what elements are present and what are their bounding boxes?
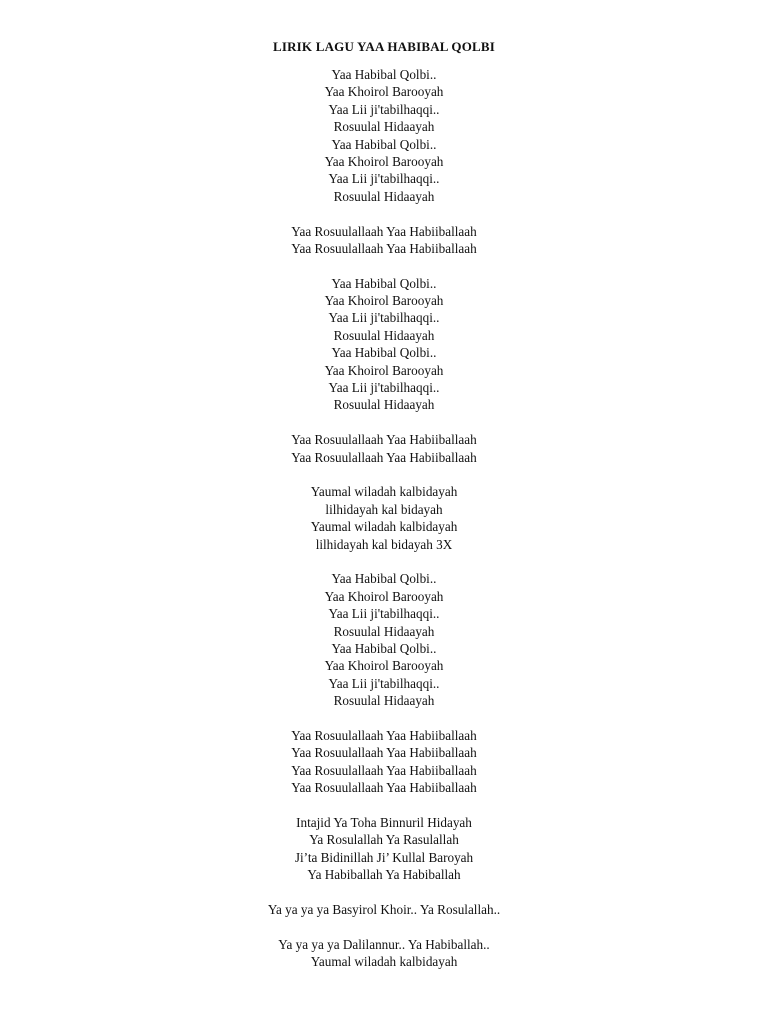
lyric-line: Yaa Habibal Qolbi.. — [331, 67, 437, 82]
lyric-line: Yaa Habibal Qolbi.. — [331, 640, 437, 656]
lyric-line: Yaa Khoirol Barooyah — [324, 84, 444, 100]
lyric-line: Yaa Rosuulallaah Yaa Habiiballaah — [291, 432, 477, 448]
lyric-line: Yaumal wiladah kalbidayah — [310, 519, 458, 535]
lyric-stanza — [0, 275, 768, 414]
lyric-line: lilhidayah kal bidayah 3X — [315, 536, 453, 552]
lyric-line: Yaa Lii ji'tabilhaqqi.. — [328, 171, 440, 187]
lyric-line: Yaa Khoirol Barooyah — [324, 153, 444, 169]
lyric-stanza — [0, 814, 768, 884]
lyric-line: Yaa Habibal Qolbi.. — [331, 136, 437, 152]
lyric-line: Yaa Khoirol Barooyah — [324, 588, 444, 604]
lyric-line: Yaa Khoirol Barooyah — [324, 658, 444, 674]
lyric-line: Yaa Rosuulallaah Yaa Habiiballaah — [291, 780, 477, 796]
lyric-line: Ya ya ya ya Dalilannur.. Ya Habiballah.. — [278, 936, 490, 952]
lyric-line: Yaa Lii ji'tabilhaqqi.. — [328, 606, 440, 622]
lyric-line: Yaa Khoirol Barooyah — [324, 362, 444, 378]
lyric-line: Rosuulal Hidaayah — [333, 693, 435, 709]
lyric-line: Rosuulal Hidaayah — [333, 327, 435, 343]
lyric-stanza — [0, 727, 768, 797]
lyric-line: Yaa Rosuulallaah Yaa Habiiballaah — [291, 745, 477, 761]
lyric-line: Rosuulal Hidaayah — [333, 119, 435, 135]
lyric-line: Ji’ta Bidinillah Ji’ Kullal Baroyah — [294, 849, 474, 865]
lyric-line: Yaumal wiladah kalbidayah — [310, 953, 458, 969]
lyric-line: Yaa Rosuulallaah Yaa Habiiballaah — [291, 727, 477, 743]
page-title: LIRIK LAGU YAA HABIBAL QOLBI — [272, 39, 496, 54]
lyric-line: Ya ya ya ya Basyirol Khoir.. Ya Rosulallah.. — [267, 901, 501, 917]
lyric-line: Rosuulal Hidaayah — [333, 397, 435, 413]
lyric-line: Yaa Lii ji'tabilhaqqi.. — [328, 675, 440, 691]
lyric-line: Yaa Habibal Qolbi.. — [331, 571, 437, 587]
lyric-stanza — [0, 223, 768, 258]
lyric-line: Yaa Khoirol Barooyah — [324, 293, 444, 309]
lyric-line: Rosuulal Hidaayah — [333, 188, 435, 204]
lyric-stanza — [0, 570, 768, 709]
lyric-line: Ya Habiballah Ya Habiballah — [307, 866, 461, 882]
lyric-line: lilhidayah kal bidayah — [325, 501, 443, 517]
lyric-line: Rosuulal Hidaayah — [333, 623, 435, 639]
lyric-line: Yaa Rosuulallaah Yaa Habiiballaah — [291, 223, 477, 239]
lyric-stanza — [0, 483, 768, 553]
lyrics-body — [0, 66, 768, 988]
lyric-line: Yaa Habibal Qolbi.. — [331, 275, 437, 291]
lyric-line: Yaa Lii ji'tabilhaqqi.. — [328, 101, 440, 117]
lyric-stanza — [0, 431, 768, 466]
lyric-line: Yaa Lii ji'tabilhaqqi.. — [328, 310, 440, 326]
lyric-stanza — [0, 901, 768, 918]
lyric-line: Yaa Rosuulallaah Yaa Habiiballaah — [291, 449, 477, 465]
lyric-stanza — [0, 66, 768, 205]
lyric-line: Yaa Lii ji'tabilhaqqi.. — [328, 380, 440, 396]
lyric-line: Ya Rosulallah Ya Rasulallah — [309, 832, 459, 848]
lyric-line: Yaa Rosuulallaah Yaa Habiiballaah — [291, 762, 477, 778]
lyric-line: Yaa Rosuulallaah Yaa Habiiballaah — [291, 240, 477, 256]
lyric-line: Yaumal wiladah kalbidayah — [310, 484, 458, 500]
lyric-line: Yaa Habibal Qolbi.. — [331, 345, 437, 361]
lyric-stanza — [0, 936, 768, 971]
lyric-line: Intajid Ya Toha Binnuril Hidayah — [296, 814, 472, 830]
